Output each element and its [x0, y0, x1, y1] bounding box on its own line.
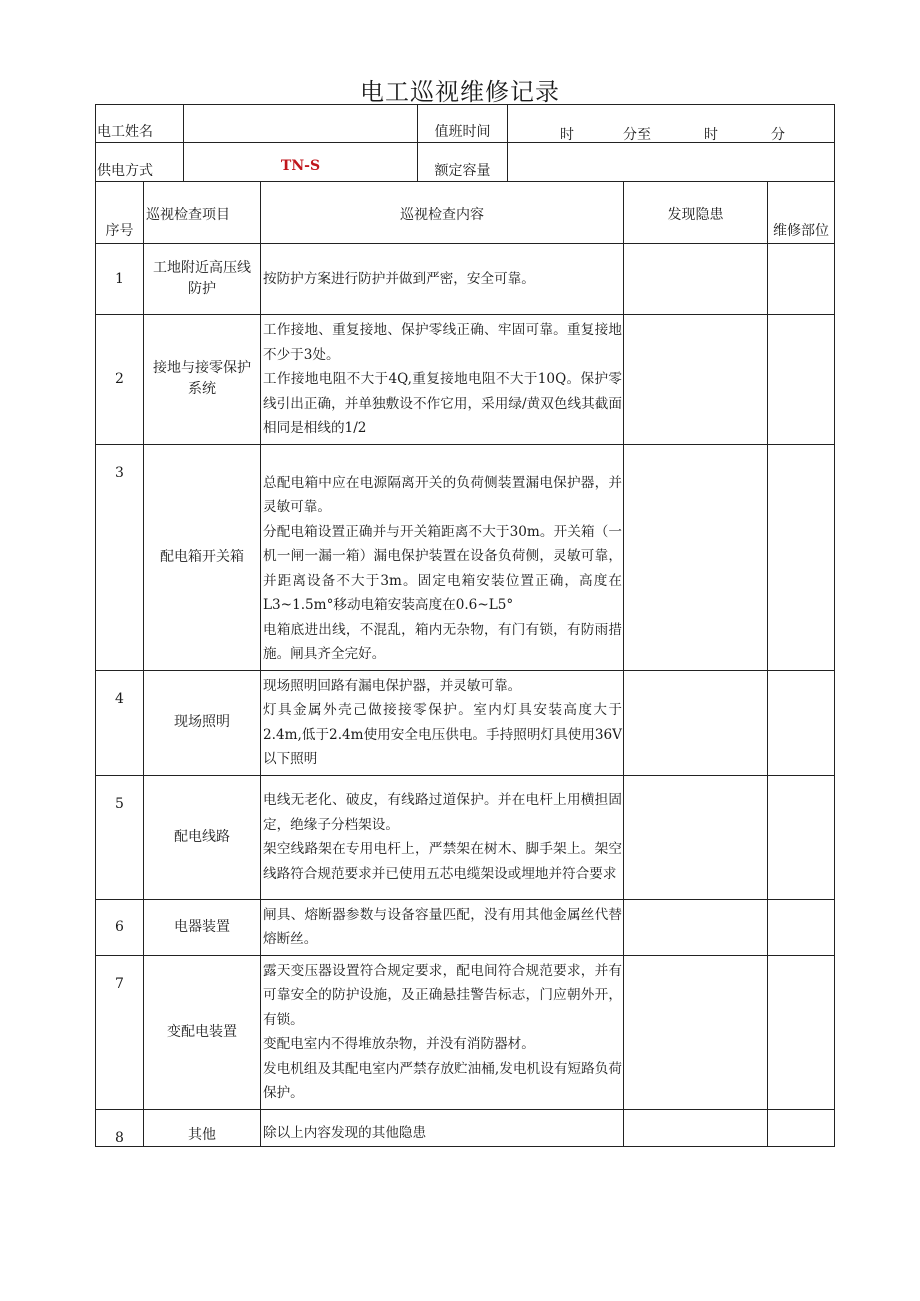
content-line: 露天变压器设置符合规定要求，配电间符合规范要求，并有可靠安全的防护设施，及正确悬挂警告标志，门应朝外开，有锁。: [263, 962, 622, 1028]
content-line: 工作接地电阻不大于4Q,重复接地电阻不大于10Q。保护零线引出正确，并单独敷设不作它用，采用绿/黄双色线其截面相同是相线的1/2: [263, 371, 622, 436]
row-item: 配电箱开关箱: [144, 444, 261, 670]
row-item: 其他: [144, 1109, 261, 1146]
row-seq: 7: [96, 955, 144, 1109]
content-line: 发电机组及其配电室内严禁存放贮油桶,发电机设有短路负荷保护。: [263, 1060, 622, 1101]
row-item: 电器装置: [144, 899, 261, 955]
hazard-cell[interactable]: [624, 955, 768, 1109]
power-mode-value[interactable]: TN-S: [184, 143, 418, 182]
row-content: [261, 244, 624, 315]
repair-cell[interactable]: [768, 899, 835, 955]
table-row: [96, 1109, 835, 1146]
content-line: 电线无老化、破皮，有线路过道保护。并在电杆上用横担固定，绝缘子分档架设。: [263, 792, 622, 833]
repair-cell[interactable]: [768, 670, 835, 775]
row-seq: 5: [96, 775, 144, 899]
hazard-cell[interactable]: [624, 315, 768, 445]
content-line: 按防护方案进行防护并做到严密，安全可靠。: [263, 270, 535, 287]
hazard-cell[interactable]: [624, 775, 768, 899]
table-row: [96, 775, 835, 899]
row-content: [261, 670, 624, 775]
table-row: [96, 444, 835, 670]
table-row: [96, 244, 835, 315]
table-row: [96, 955, 835, 1109]
row-seq: 3: [96, 444, 144, 670]
time-unit-hour-start: 时: [560, 127, 574, 143]
time-unit-minute-to: 分至: [623, 127, 651, 143]
repair-cell[interactable]: [768, 315, 835, 445]
content-line: 现场照明回路有漏电保护器，并灵敏可靠。: [263, 677, 522, 694]
row-content: [261, 955, 624, 1109]
hazard-cell[interactable]: [624, 899, 768, 955]
time-unit-hour-end: 时: [704, 127, 718, 143]
content-line: 电箱底进出线，不混乱，箱内无杂物，有门有锁，有防雨措施。闸具齐全完好。: [263, 621, 622, 662]
row-seq: 2: [96, 315, 144, 445]
header-table: [95, 104, 835, 182]
row-content: [261, 444, 624, 670]
repair-cell[interactable]: [768, 955, 835, 1109]
row-item: 变配电装置: [144, 955, 261, 1109]
rated-capacity-label: 额定容量: [418, 143, 508, 182]
row-seq: 4: [96, 670, 144, 775]
table-row: [96, 315, 835, 445]
content-line: 闸具、熔断器参数与设备容量匹配，没有用其他金属丝代替熔断丝。: [263, 906, 622, 947]
row-content: [261, 775, 624, 899]
repair-cell[interactable]: [768, 1109, 835, 1146]
duty-time-field[interactable]: [508, 105, 835, 143]
content-line: 灯具金属外壳己做接接零保护。室内灯具安装高度大于2.4m,低于2.4m使用安全电压供电。手持照明灯具使用36V以下照明: [263, 702, 622, 767]
content-line: 除以上内容发现的其他隐患: [263, 1125, 427, 1141]
content-line: 变配电室内不得堆放杂物，并没有消防器材。: [263, 1036, 535, 1052]
repair-cell[interactable]: [768, 775, 835, 899]
electrician-name-field[interactable]: [184, 105, 418, 143]
column-header-repair: 维修部位: [768, 182, 835, 244]
inspection-table: [95, 181, 835, 1147]
hazard-cell[interactable]: [624, 1109, 768, 1146]
row-seq: 1: [96, 244, 144, 315]
page-title: 电工巡视维修记录: [360, 78, 560, 106]
column-header-seq: 序号: [96, 182, 144, 244]
hazard-cell[interactable]: [624, 244, 768, 315]
row-item: 工地附近高压线防护: [144, 244, 261, 315]
row-item: 接地与接零保护系统: [144, 315, 261, 445]
content-line: 总配电箱中应在电源隔离开关的负荷侧装置漏电保护器，并灵敏可靠。: [263, 474, 622, 515]
row-content: [261, 1109, 624, 1146]
power-mode-label: 供电方式: [96, 143, 184, 182]
content-line: 工作接地、重复接地、保护零线正确、牢固可靠。重复接地不少于3处。: [263, 322, 622, 363]
rated-capacity-field[interactable]: [508, 143, 835, 182]
column-header-hazard: 发现隐患: [624, 182, 768, 244]
row-content: [261, 315, 624, 445]
table-row: [96, 670, 835, 775]
electrician-name-label: 电工姓名: [96, 105, 184, 143]
hazard-cell[interactable]: [624, 444, 768, 670]
row-content: [261, 899, 624, 955]
row-seq: 6: [96, 899, 144, 955]
row-seq: 8: [96, 1109, 144, 1146]
column-header-content: 巡视检查内容: [261, 182, 624, 244]
repair-cell[interactable]: [768, 244, 835, 315]
hazard-cell[interactable]: [624, 670, 768, 775]
column-header-item: 巡视检查项目: [144, 182, 261, 244]
content-line: 架空线路架在专用电杆上，严禁架在树木、脚手架上。架空线路符合规范要求并已使用五芯电缆架设或埋地并符合要求: [263, 841, 622, 882]
duty-time-label: 值班时间: [418, 105, 508, 143]
content-line: 分配电箱设置正确并与开关箱距离不大于30m。开关箱（一机一闸一漏一箱）漏电保护装置在设备负荷侧，灵敏可靠，并距离设备不大于3m。固定电箱安装位置正确，高度在L3~1.5m°移动电箱安装高度在0.6~L5°: [263, 523, 622, 613]
repair-cell[interactable]: [768, 444, 835, 670]
time-unit-minute-end: 分: [771, 127, 785, 143]
table-row: [96, 899, 835, 955]
row-item: 现场照明: [144, 670, 261, 775]
row-item: 配电线路: [144, 775, 261, 899]
table-header-row: [96, 182, 835, 244]
